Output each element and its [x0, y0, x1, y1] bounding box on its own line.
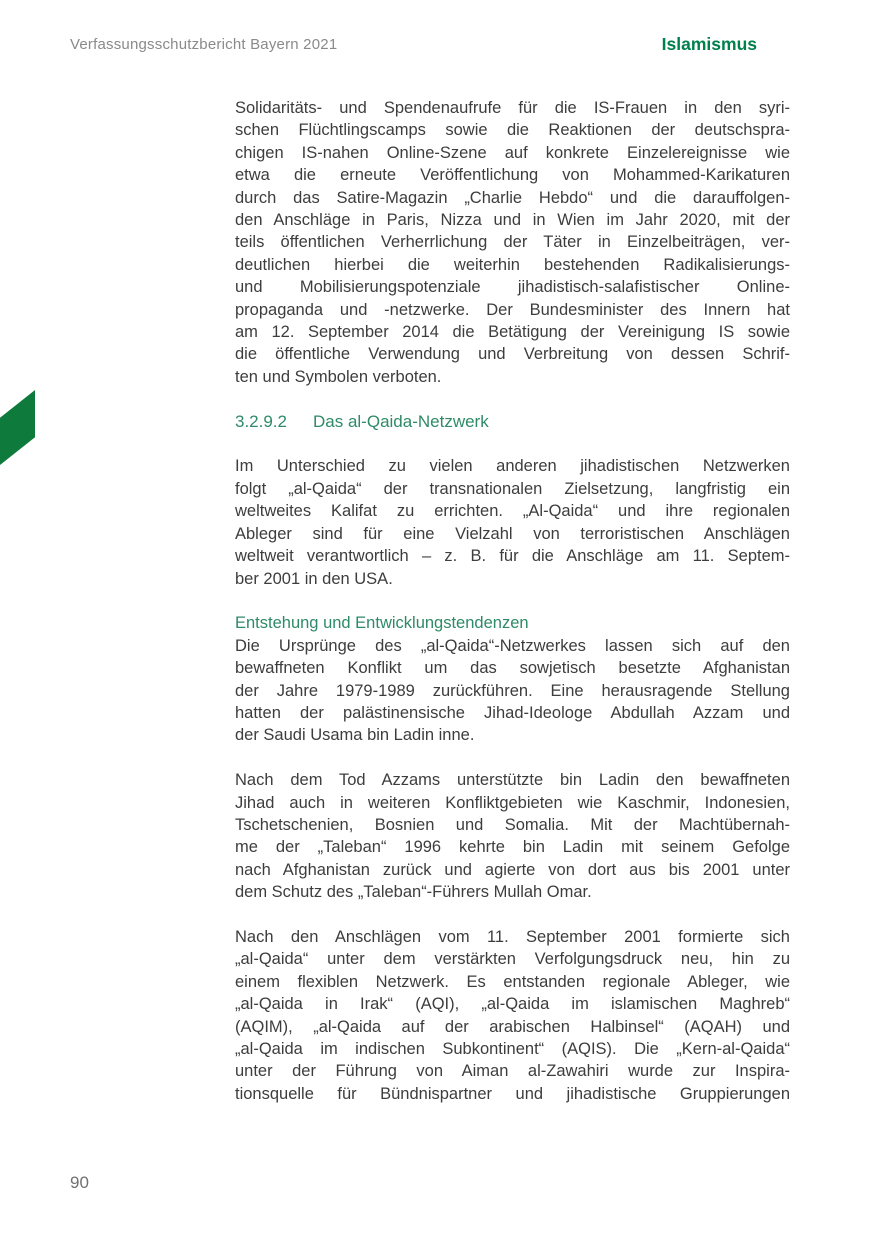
text-line: „al-Qaida“ unter dem verstärkten Verfolgungsdruck neu, hin zu [235, 950, 790, 969]
chapter-marker-parallelogram [0, 390, 35, 465]
text-line: einem flexiblen Netzwerk. Es entstanden regionale Ableger, wie [235, 972, 790, 991]
subsection-heading: Entstehung und Entwicklungstendenzen [235, 614, 529, 633]
text-line: durch das Satire-Magazin „Charlie Hebdo“ und die darauffolgen- [235, 188, 790, 207]
text-line: teils öffentlichen Verherrlichung der Täter in Einzelbeiträgen, ver- [235, 233, 790, 252]
text-line: bewaffneten Konflikt um das sowjetisch besetzte Afghanistan [235, 659, 790, 678]
text-line: „al-Qaida in Irak“ (AQI), „al-Qaida im islamischen Maghreb“ [235, 995, 790, 1014]
text-line: chigen IS-nahen Online-Szene auf konkrete Einzelereignisse wie [235, 143, 790, 162]
text-line: am 12. September 2014 die Betätigung der Vereinigung IS sowie [235, 323, 790, 342]
paragraph [235, 635, 790, 747]
running-header-chapter: Islamismus [661, 34, 757, 54]
text-line: Tschetschenien, Bosnien und Somalia. Mit der Machtübernah- [235, 815, 790, 834]
text-line: dem Schutz des „Taleban“-Führers Mullah Omar. [235, 883, 592, 902]
section-heading [235, 411, 790, 433]
text-line: ber 2001 in den USA. [235, 569, 393, 588]
text-line: „al-Qaida im indischen Subkontinent“ (AQIS). Die „Kern-al-Qaida“ [235, 1039, 790, 1058]
text-line: Ableger sind für eine Vielzahl von terroristischen Anschlägen [235, 524, 790, 543]
text-line: Nach den Anschlägen vom 11. September 2001 formierte sich [235, 927, 790, 946]
text-line: weltweit verantwortlich – z. B. für die Anschläge am 11. Septem- [235, 547, 790, 566]
text-line: der Jahre 1979-1989 zurückführen. Eine herausragende Stellung [235, 681, 790, 700]
paragraph [235, 926, 790, 1105]
paragraph [235, 97, 790, 388]
text-line: propaganda und -netzwerke. Der Bundesminister des Innern hat [235, 300, 790, 319]
text-line: hatten der palästinensische Jihad-Ideologe Abdullah Azzam und [235, 703, 790, 722]
text-line: Nach dem Tod Azzams unterstützte bin Ladin den bewaffneten [235, 771, 790, 790]
text-line: tionsquelle für Bündnispartner und jihadistische Gruppierungen [235, 1084, 790, 1103]
text-line: etwa die erneute Veröffentlichung von Mohammed-Karikaturen [235, 166, 790, 185]
text-line: den Anschläge in Paris, Nizza und in Wien im Jahr 2020, mit der [235, 211, 790, 230]
text-line: schen Flüchtlingscamps sowie die Reaktionen der deutschspra- [235, 121, 790, 140]
paragraph [235, 455, 790, 589]
section-title: Das al-Qaida-Netzwerk [313, 411, 489, 431]
text-line: deutlichen hierbei die weiterhin bestehenden Radikalisierungs- [235, 255, 790, 274]
text-line: Jihad auch in weiteren Konfliktgebieten wie Kaschmir, Indonesien, [235, 793, 790, 812]
section-number: 3.2.9.2 [235, 411, 287, 431]
text-line: unter der Führung von Aiman al-Zawahiri wurde zur Inspira- [235, 1062, 790, 1081]
text-line: me der „Taleban“ 1996 kehrte bin Ladin mit seinem Gefolge [235, 838, 790, 857]
text-line: weltweites Kalifat zu errichten. „Al-Qaida“ und ihre regionalen [235, 502, 790, 521]
text-line: ten und Symbolen verboten. [235, 367, 442, 386]
text-line: Im Unterschied zu vielen anderen jihadistischen Netzwerken [235, 457, 790, 476]
text-line: und Mobilisierungspotenziale jihadistisch-salafistischer Online- [235, 278, 790, 297]
text-line: der Saudi Usama bin Ladin inne. [235, 726, 475, 745]
body-text-column [235, 97, 790, 1128]
paragraph [235, 769, 790, 903]
text-line: die öffentliche Verwendung und Verbreitung von dessen Schrif- [235, 345, 790, 364]
text-line: nach Afghanistan zurück und agierte von dort aus bis 2001 unter [235, 860, 790, 879]
text-line: folgt „al-Qaida“ der transnationalen Zielsetzung, langfristig ein [235, 479, 790, 498]
text-line: (AQIM), „al-Qaida auf der arabischen Halbinsel“ (AQAH) und [235, 1017, 790, 1036]
text-line: Solidaritäts- und Spendenaufrufe für die IS-Frauen in den syri- [235, 99, 790, 117]
text-line: Die Ursprünge des „al-Qaida“-Netzwerkes lassen sich auf den [235, 636, 790, 655]
page-number: 90 [70, 1173, 89, 1192]
running-header-title: Verfassungsschutzbericht Bayern 2021 [70, 36, 338, 53]
